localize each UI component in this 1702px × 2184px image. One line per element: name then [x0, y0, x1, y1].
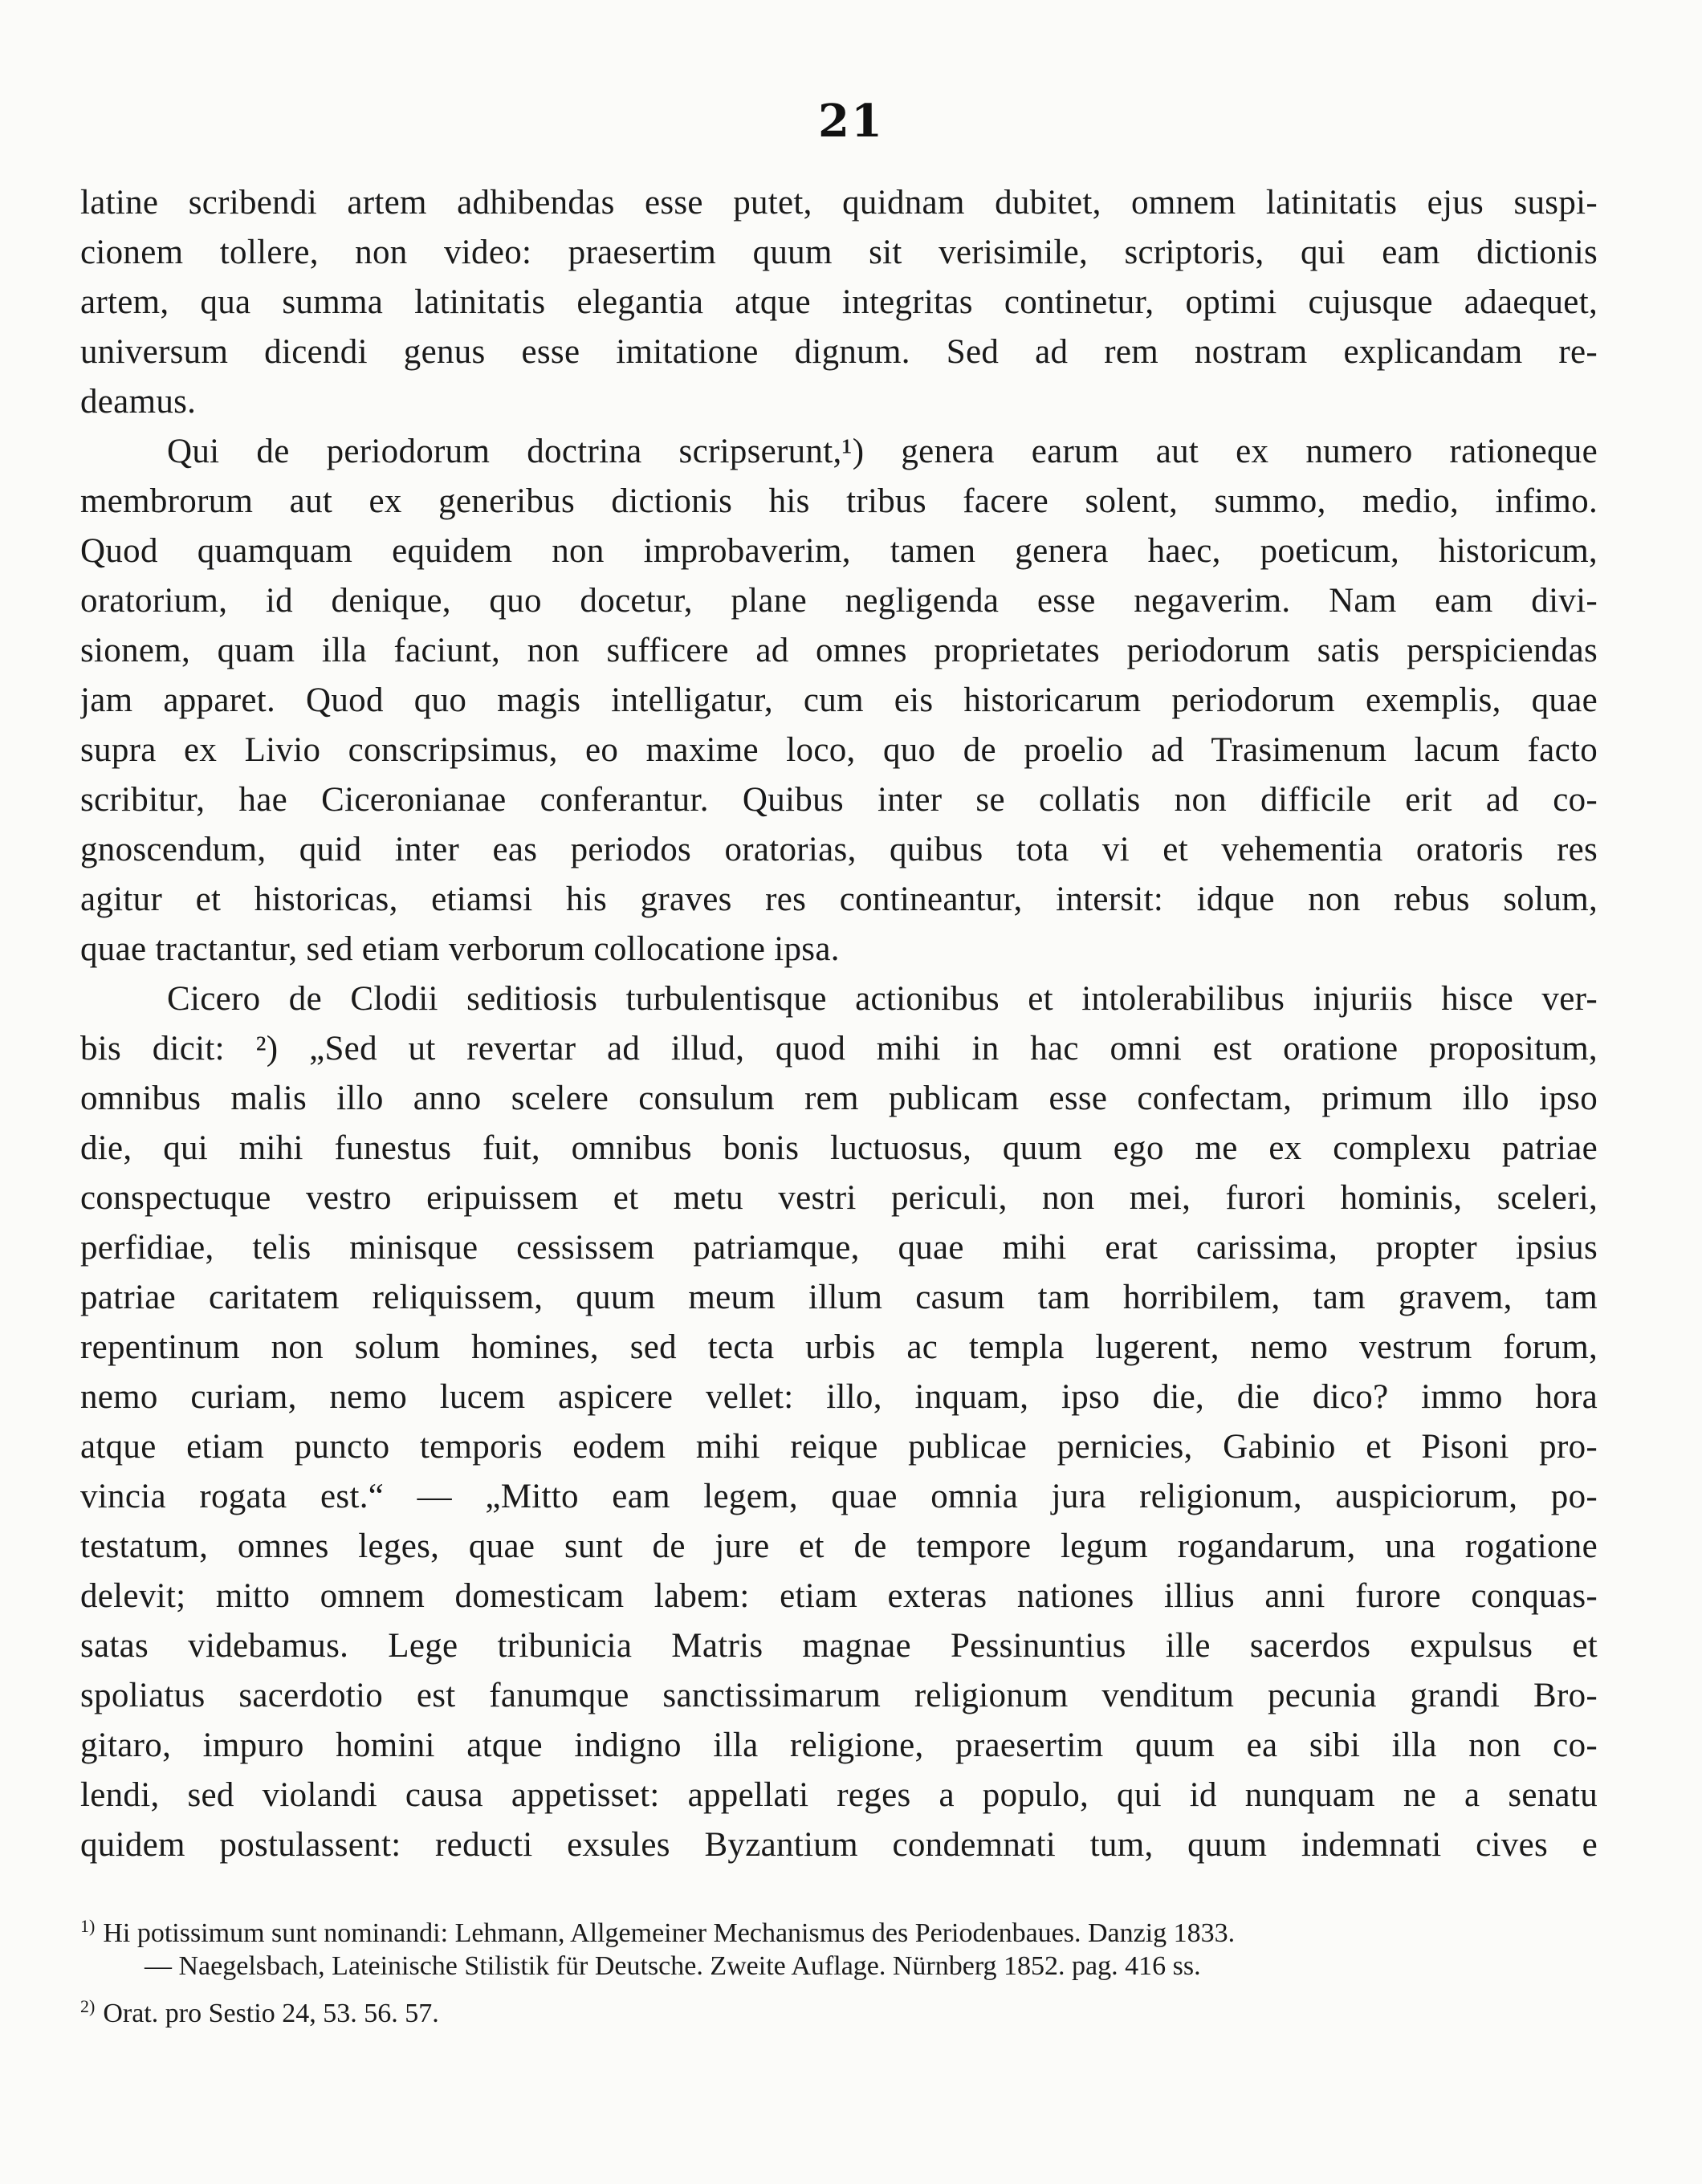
- page-number: 21: [818, 95, 884, 148]
- text-line: sionem, quam illa faciunt, non sufficere ad omnes proprietates periodorum satis perspiciendas: [80, 632, 1598, 669]
- body-text: [80, 178, 1598, 1870]
- text-line: gitaro, impuro homini atque indigno illa religione, praesertim quum ea sibi illa non co-: [80, 1726, 1598, 1764]
- text-line: testatum, omnes leges, quae sunt de jure et de tempore legum rogandarum, una rogatione: [80, 1527, 1598, 1565]
- text-line: agitur et historicas, etiamsi his graves res contineantur, intersit: idque non rebus solum,: [80, 881, 1598, 918]
- text-line: spoliatus sacerdotio est fanumque sanctissimarum religionum venditum pecunia grandi Bro-: [80, 1677, 1598, 1714]
- text-line: oratorium, id denique, quo docetur, plane negligenda esse negaverim. Nam eam divi-: [80, 582, 1598, 620]
- paragraph-start-line: Qui de periodorum doctrina scripserunt,¹) genera earum aut ex numero rationeque: [167, 433, 1598, 470]
- text-line: Quod quamquam equidem non improbaverim, tamen genera haec, poeticum, historicum,: [80, 532, 1598, 570]
- text-line: quidem postulassent: reducti exsules Byzantium condemnati tum, quum indemnati cives e: [80, 1826, 1598, 1864]
- text-line: membrorum aut ex generibus dictionis his tribus facere solent, summo, medio, infimo.: [80, 482, 1598, 520]
- text-line: scribitur, hae Ciceronianae conferantur. Quibus inter se collatis non difficile erit ad co-: [80, 781, 1598, 819]
- text-line: delevit; mitto omnem domesticam labem: etiam exteras nationes illius anni furore conquas-: [80, 1577, 1598, 1615]
- text-line: repentinum non solum homines, sed tecta urbis ac templa lugerent, nemo vestrum forum,: [80, 1328, 1598, 1366]
- footnote-1-continuation: — Naegelsbach, Lateinische Stilistik für Deutsche. Zweite Auflage. Nürnberg 1852. pag. 416 ss.: [145, 1951, 1201, 1981]
- text-line: supra ex Livio conscripsimus, eo maxime loco, quo de proelio ad Trasimenum lacum facto: [80, 731, 1598, 769]
- text-line: gnoscendum, quid inter eas periodos oratorias, quibus tota vi et vehementia oratoris res: [80, 831, 1598, 868]
- text-line: lendi, sed violandi causa appetisset: appellati reges a populo, qui id nunquam ne a senatu: [80, 1776, 1598, 1814]
- text-line: conspectuque vestro eripuissem et metu vestri periculi, non mei, furori hominis, sceleri,: [80, 1179, 1598, 1217]
- text-line: satas videbamus. Lege tribunicia Matris magnae Pessinuntius ille sacerdos expulsus et: [80, 1627, 1598, 1665]
- text-line: deamus.: [80, 383, 197, 421]
- footnotes: [80, 1906, 1598, 2027]
- text-line: perfidiae, telis minisque cessissem patriamque, quae mihi erat carissima, propter ipsius: [80, 1229, 1598, 1267]
- text-line: patriae caritatem reliquissem, quum meum illum casum tam horribilem, tam gravem, tam: [80, 1279, 1598, 1316]
- text-line: nemo curiam, nemo lucem aspicere vellet: illo, inquam, ipso die, die dico? immo hora: [80, 1378, 1598, 1416]
- text-line: atque etiam puncto temporis eodem mihi reique publicae pernicies, Gabinio et Pisoni pro-: [80, 1428, 1598, 1466]
- footnote-text: Orat. pro Sestio 24, 53. 56. 57.: [103, 1999, 439, 2029]
- paragraph-start-line: Cicero de Clodii seditiosis turbulentisque actionibus et intolerabilibus injuriis hisce ver-: [167, 980, 1598, 1018]
- footnote-2: [80, 1987, 1598, 2027]
- text-line: latine scribendi artem adhibendas esse putet, quidnam dubitet, omnem latinitatis ejus suspi-: [80, 184, 1598, 222]
- footnote-1: [80, 1906, 1598, 1949]
- text-line: bis dicit: ²) „Sed ut revertar ad illud, quod mihi in hac omni est oratione propositum,: [80, 1030, 1598, 1068]
- footnote-marker: 1): [80, 1916, 96, 1936]
- footnote-marker: 2): [80, 1996, 96, 2016]
- text-line: die, qui mihi funestus fuit, omnibus bonis luctuosus, quum ego me ex complexu patriae: [80, 1129, 1598, 1167]
- text-line: omnibus malis illo anno scelere consulum rem publicam esse confectam, primum illo ipso: [80, 1080, 1598, 1117]
- text-line: quae tractantur, sed etiam verborum collocatione ipsa.: [80, 930, 840, 968]
- text-line: cionem tollere, non video: praesertim quum sit verisimile, scriptoris, qui eam dictionis: [80, 234, 1598, 271]
- footnote-text: Hi potissimum sunt nominandi: Lehmann, Allgemeiner Mechanismus des Periodenbaues. Danzig 1833.: [103, 1918, 1236, 1949]
- text-line: artem, qua summa latinitatis elegantia atque integritas continetur, optimi cujusque adaequet,: [80, 283, 1598, 321]
- text-line: jam apparet. Quod quo magis intelligatur, cum eis historicarum periodorum exemplis, quae: [80, 681, 1598, 719]
- text-line: vincia rogata est.“ — „Mitto eam legem, quae omnia jura religionum, auspiciorum, po-: [80, 1478, 1598, 1515]
- text-line: universum dicendi genus esse imitatione dignum. Sed ad rem nostram explicandam re-: [80, 333, 1598, 371]
